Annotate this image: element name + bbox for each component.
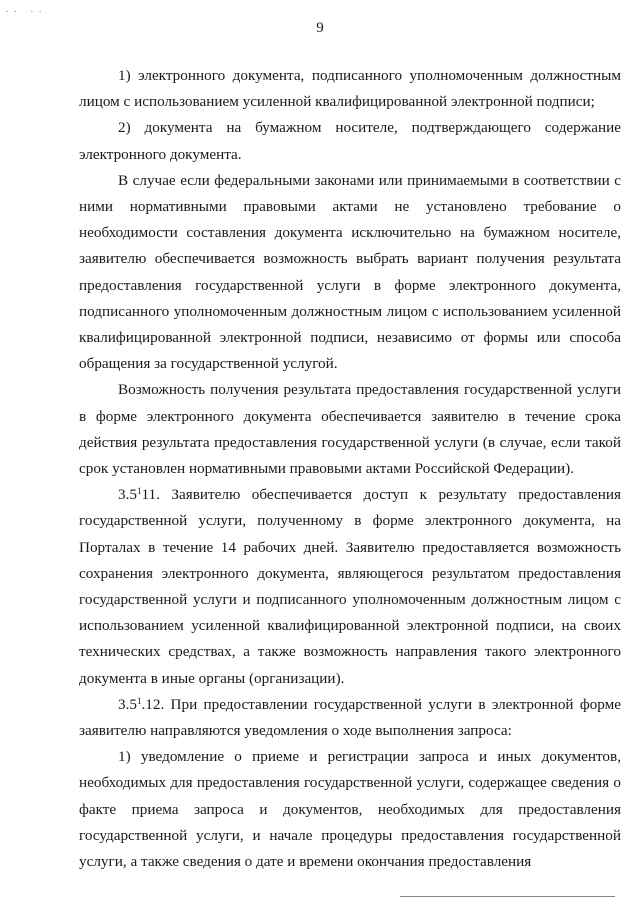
clause-text: Заявителю обеспечивается доступ к результату предоставления государственной услуги, полученному в форме электронного документа, на Порталах в течение 14 рабочих дней. Заявителю предоставляется возможность сохранения электронного документа, являющегося результатом предоставления государственной услуги и подписанного уполномоченным должностным лицом с использованием усиленной квалифицированной электронной подписи, на своих технических средствах, а также возможность направления такого электронного документа в иные органы (организации). [79, 486, 621, 687]
paragraph-3-5-1-12 [79, 692, 621, 744]
body-text [79, 63, 621, 875]
scan-corner-marks: .. .. [6, 4, 48, 14]
paragraph-item-2: 2) документа на бумажном носителе, подтверждающего содержание электронного документа. [79, 119, 621, 163]
page-number: 9 [316, 20, 324, 36]
paragraph-electronic-choice: В случае если федеральными законами или принимаемыми в соответствии с ними нормативными правовыми актами не установлено требование о необходимости составления документа исключительно на бумажном носителе, заявителю обеспечивается возможность выбрать вариант получения результата предоставления государственной услуги в форме электронного документа, подписанного уполномоченным должностным лицом с использованием усиленной квалифицированной электронной подписи, независимо от формы или способа обращения за государственной услугой. [79, 171, 621, 373]
clause-number: $3.5^111$. [118, 486, 160, 504]
clause-text: При предоставлении государственной услуги в электронной форме заявителю направляются уведомления о ходе выполнения запроса: [79, 695, 621, 740]
paragraph-notification-1: 1) уведомление о приеме и регистрации запроса и иных документов, необходимых для предоставления государственной услуги, содержащее сведения о факте приема запроса и документов, необходимых для предоставления государственной услуги, и начале процедуры предоставления государственной услуги, а также сведения о дате и времени окончания предоставления [79, 748, 621, 871]
clause-number: $3.5^1.12$. [118, 695, 165, 713]
paragraph-result-availability: Возможность получения результата предоставления государственной услуги в форме электронного документа обеспечивается заявителю в течение срока действия результата предоставления государственной услуги (в случае, если такой срок установлен нормативными правовыми актами Российской Федерации). [79, 381, 621, 478]
paragraph-3-5-1-11 [79, 482, 621, 692]
footer-rule [400, 896, 615, 897]
paragraph-item-1: 1) электронного документа, подписанного уполномоченным должностным лицом с использованием усиленной квалифицированной электронной подписи; [79, 67, 621, 111]
